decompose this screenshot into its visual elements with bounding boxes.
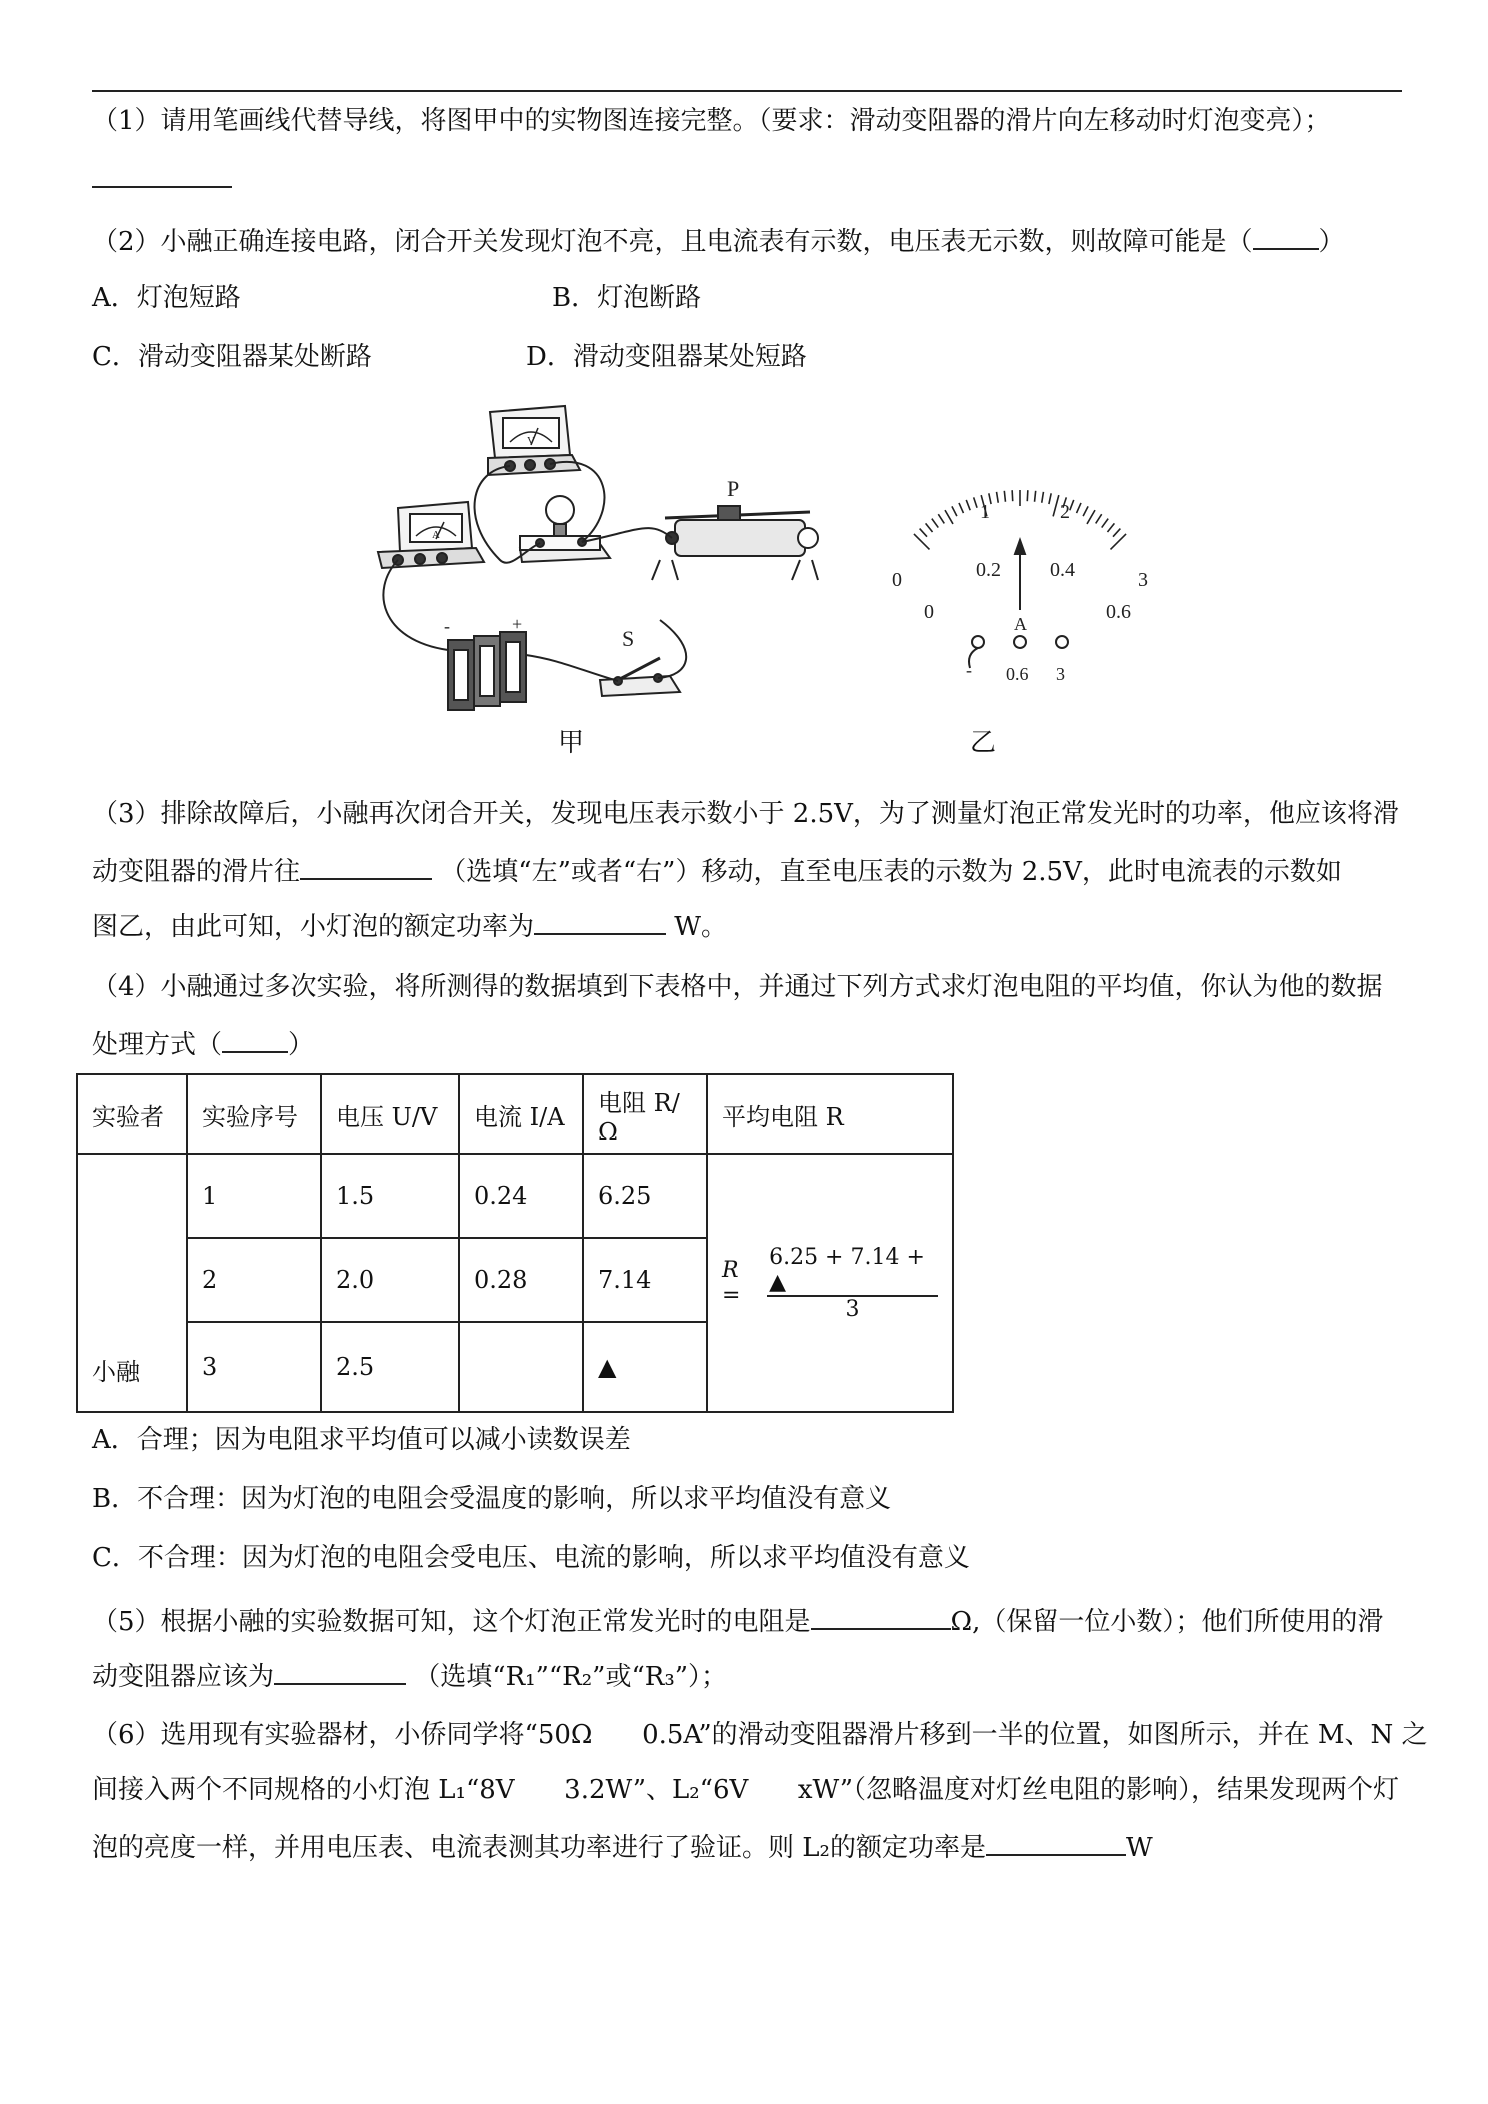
table-header-cell: 平均电阻 R [707,1074,953,1154]
question-3-line-2: 动变阻器的滑片往 （选填“左”或者“右”）移动，直至电压表的示数为 2.5V，此时电流表的示数如 [92,852,1342,889]
option-4b[interactable]: B．不合理：因为灯泡的电阻会受温度的影响，所以求平均值没有意义 [92,1484,892,1514]
scale-lower-3: 0.6 [1106,601,1131,623]
table-cell: 1.5 [321,1154,459,1238]
figure-caption-right: 乙 [970,728,997,758]
scale-upper-0: 0 [892,569,902,591]
circuit-figure [360,400,1148,760]
answer-blank-4[interactable] [222,1025,288,1053]
option-2a[interactable]: A．灯泡短路 [92,283,241,313]
dial-tick [1049,493,1051,504]
dial-tick [966,500,970,510]
answer-blank-5b[interactable] [274,1657,406,1685]
table-cell: 2.0 [321,1238,459,1322]
ammeter-icon [378,502,484,568]
option-4a[interactable]: A．合理；因为电阻求平均值可以减小读数误差 [92,1425,631,1455]
answer-blank-3b[interactable] [534,907,666,935]
formula-numerator: 6.25 + 7.14 + ▲ [767,1245,938,1297]
question-3-line-1: （3）排除故障后，小融再次闭合开关，发现电压表示数小于 2.5V，为了测量灯泡正常发光时的功率，他应该将滑 [92,799,1399,829]
experimenter-cell: 小融 [77,1154,187,1412]
rheostat-slider-label: P [727,476,740,501]
question-5-line-2: 动变阻器应该为 （选填“R₁”“R₂”或“R₃”）； [92,1657,727,1694]
dial-tick [997,492,999,503]
dial-tick [1053,495,1059,516]
dial-unit: A [1014,614,1027,634]
answer-blank-6[interactable] [986,1828,1126,1856]
voltmeter-icon [488,406,580,475]
dial-tick [1070,500,1074,510]
question-6-line-3: 泡的亮度一样，并用电压表、电流表测其功率进行了验证。则 L₂的额定功率是 W [92,1828,1153,1865]
answer-blank-1[interactable] [92,160,232,197]
voltmeter-letter: V [527,435,535,447]
table-cell: 0.28 [459,1238,583,1322]
table-cell[interactable] [459,1322,583,1412]
question-6-line-2: 间接入两个不同规格的小灯泡 L₁“8V 3.2W”、L₂“6V xW”（忽略温度对灯丝电阻的影响），结果发现两个灯 [92,1775,1400,1805]
answer-blank-5a[interactable] [811,1602,951,1630]
table-cell: 6.25 [583,1154,707,1238]
table-cell: 3 [187,1322,321,1412]
question-2: （2）小融正确连接电路，闭合开关发现灯泡不亮，且电流表有示数，电压表无示数，则故障可能是（ ） [92,222,1345,259]
answer-blank-2[interactable] [1253,222,1319,250]
dial-tick [1042,492,1044,503]
switch-icon [600,626,680,696]
dial-tick [932,519,938,528]
dial-tick [1035,491,1036,502]
option-2d[interactable]: D．滑动变阻器某处短路 [526,342,807,372]
dial-tick [1027,490,1028,501]
formula-denominator: 3 [845,1296,860,1322]
table-cell: 2.5 [321,1322,459,1412]
dial-tick [1012,490,1013,501]
option-4c[interactable]: C．不合理：因为灯泡的电阻会受电压、电流的影响，所以求平均值没有意义 [92,1543,970,1573]
question-4-line-2: 处理方式（ ） [92,1025,314,1062]
battery-minus-label: - [444,616,450,636]
scale-upper-3: 3 [1138,569,1148,591]
dial-tick [1077,503,1081,513]
scale-lower-1: 0.2 [976,559,1001,581]
table-header-cell: 实验序号 [187,1074,321,1154]
table-row [77,1154,953,1238]
dial-tick [952,506,957,516]
switch-label: S [622,626,635,651]
table-cell: 2 [187,1238,321,1322]
dial-tick [938,514,944,523]
table-cell: ▲ [583,1322,707,1412]
dial-tick [920,529,927,537]
top-rule [92,90,1402,92]
table-header-cell: 电压 U/V [321,1074,459,1154]
question-5-line-1: （5）根据小融的实验数据可知，这个灯泡正常发光时的电阻是 Ω,（保留一位小数）；他们所使用的滑 [92,1602,1383,1639]
dial-tick [1096,514,1102,523]
question-4-line-1: （4）小融通过多次实验，将所测得的数据填到下表格中，并通过下列方式求灯泡电阻的平均值，你认为他的数据 [92,972,1383,1002]
battery-plus-label: + [512,614,523,634]
scale-upper-2: 2 [1060,501,1070,523]
dial-tick [1113,529,1120,537]
dial-tick [1087,510,1095,524]
table-header-cell: 电流 I/A [459,1074,583,1154]
rheostat-icon [652,476,818,580]
question-3-line-3: 图乙，由此可知，小灯泡的额定功率为 W。 [92,907,727,944]
dial-tick [959,503,963,513]
terminal-minus: - [966,660,972,680]
average-formula-cell [707,1154,953,1412]
dial-tick [1004,491,1005,502]
data-table [76,1073,954,1413]
table-cell: 7.14 [583,1238,707,1322]
ammeter-dial [892,490,1148,684]
dial-tick [926,523,933,532]
dial-tick [1102,519,1108,528]
terminal-3: 3 [1056,664,1065,684]
formula-lhs: R = [722,1258,741,1308]
figure-caption-left: 甲 [558,728,585,758]
question-6-line-1: （6）选用现有实验器材，小侨同学将“50Ω 0.5A”的滑动变阻器滑片移到一半的位置，如图所示，并在 M、N 之 [92,1720,1428,1750]
dial-tick [1107,523,1114,532]
dial-tick [945,510,953,524]
answer-blank-3a[interactable] [300,852,432,880]
dial-tick [974,497,977,507]
scale-lower-2: 0.4 [1050,559,1075,581]
table-cell: 1 [187,1154,321,1238]
table-header-row [77,1074,953,1154]
option-2c[interactable]: C．滑动变阻器某处断路 [92,342,372,372]
table-header-cell: 电阻 R/Ω [583,1074,707,1154]
option-2b[interactable]: B．灯泡断路 [552,283,702,313]
question-1: （1）请用笔画线代替导线，将图甲中的实物图连接完整。（要求：滑动变阻器的滑片向左移动时灯泡变亮）； [92,106,1331,136]
scale-upper-1: 1 [980,501,990,523]
dial-tick [1083,506,1088,516]
lamp-icon [520,496,610,562]
table-cell: 0.24 [459,1154,583,1238]
ammeter-letter: A [432,529,440,541]
table-header-cell: 实验者 [77,1074,187,1154]
terminal-06: 0.6 [1006,664,1029,684]
scale-lower-0: 0 [924,601,934,623]
battery-icon [444,614,526,710]
